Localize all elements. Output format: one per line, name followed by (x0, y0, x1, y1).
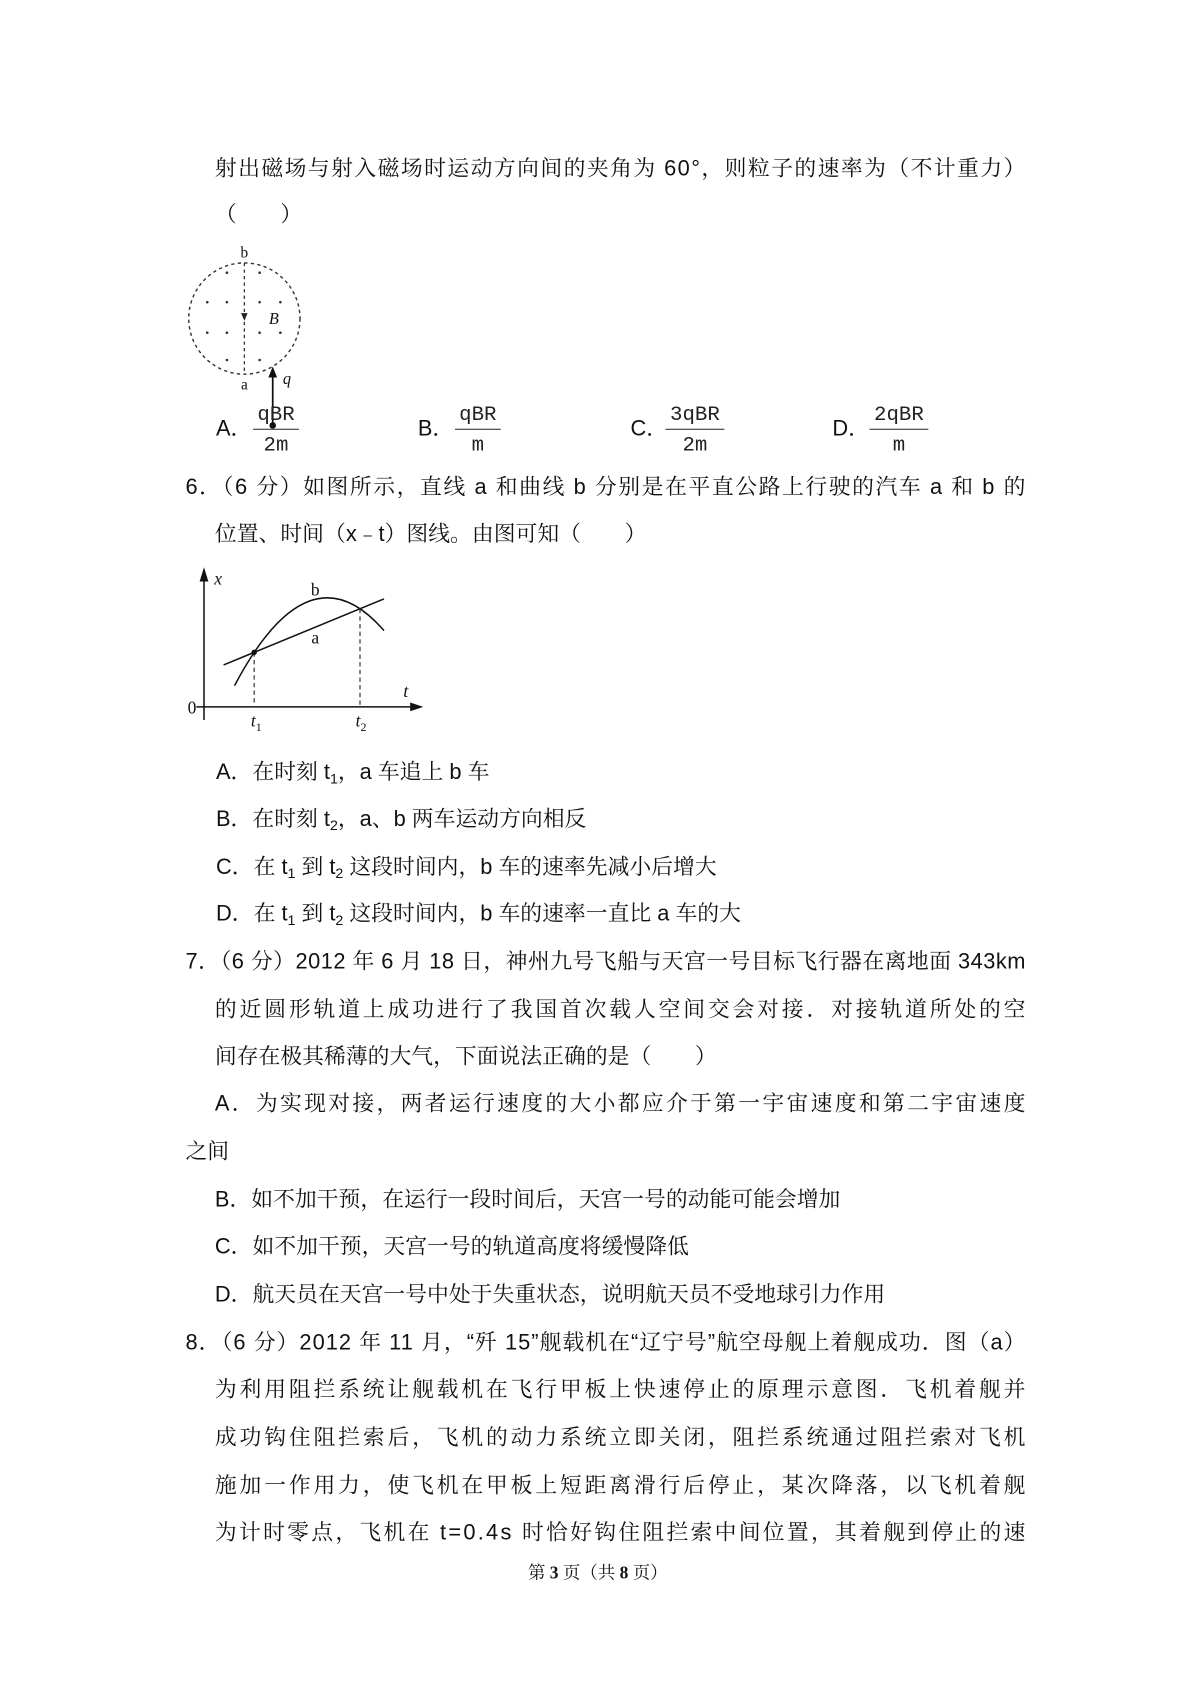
option-text: C．在 t (216, 855, 288, 880)
q5-option-a-denominator: 2m (263, 433, 289, 458)
q5-option-c-numerator: 3qBR (670, 402, 720, 427)
q6-option-a (216, 759, 489, 785)
subscript: 2 (335, 865, 344, 882)
q7-option-b: B．如不加干预，在运行一段时间后，天宫一号的动能可能会增加 (214, 1188, 841, 1212)
option-text: ，a 车追上 b 车 (337, 760, 490, 785)
q7-option-d: D．航天员在天宫一号中处于失重状态，说明航天员不受地球引力作用 (214, 1282, 886, 1307)
footer-text: 第 (527, 1564, 550, 1583)
field-b-label: B (268, 309, 279, 328)
fraction-bar (665, 429, 724, 430)
field-dot (258, 359, 261, 362)
option-text: B．在时刻 t (216, 807, 330, 832)
q5-option-a-letter: A． (216, 416, 253, 441)
subscript: 2 (329, 817, 338, 834)
q5-option-b-fraction (455, 403, 501, 458)
q6-position-time-graph (175, 562, 431, 742)
x-axis-arrowhead (410, 703, 423, 712)
t1-subscript: 1 (255, 719, 262, 734)
q5-stem-line: 射出磁场与射入磁场时运动方向间的夹角为 60°，则粒子的速率为（不计重力） (214, 157, 1027, 182)
field-dot (279, 331, 282, 334)
t1-tick-label (251, 711, 262, 734)
subscript: 1 (287, 865, 296, 882)
field-dot (226, 301, 229, 304)
curve-b-label: b (310, 579, 320, 600)
q5-option-c-fraction (665, 403, 724, 458)
option-text: 这段时间内，b 车的速率先减小后增大 (343, 855, 717, 880)
field-dot (206, 331, 209, 334)
curve-b (235, 598, 384, 686)
q5-option-d-numerator: 2qBR (874, 402, 924, 427)
q5-option-d-fraction (869, 403, 928, 458)
point-a-label: a (240, 376, 248, 394)
subscript: 2 (335, 912, 344, 929)
footer-text: 页（共 (558, 1564, 620, 1583)
q5-option-b-letter: B． (417, 416, 455, 441)
footer-text: 页） (628, 1564, 668, 1583)
t2-symbol: t (355, 710, 361, 731)
y-axis-arrowhead (200, 567, 209, 581)
y-axis-label: x (214, 568, 223, 589)
fraction-bar (455, 429, 501, 430)
page-footer (489, 1561, 707, 1587)
q7-option-a-continued: 之间 (185, 1140, 230, 1164)
field-dot (258, 271, 261, 274)
q5-option-b-numerator: qBR (459, 402, 497, 427)
q5-option-c-letter: C． (630, 416, 669, 441)
q7-stem-line-2: 的近圆形轨道上成功进行了我国首次载人空间交会对接．对接轨道所处的空 (214, 998, 1029, 1023)
field-dot (206, 301, 209, 304)
intersection-point-t1 (251, 650, 256, 655)
option-text: 这段时间内，b 车的速率一直比 a 车的大 (343, 902, 741, 927)
point-b-label: b (240, 244, 249, 262)
q5-answer-blank: （ ） (214, 202, 303, 227)
field-dot (226, 271, 229, 274)
charge-q-label: q (282, 369, 292, 388)
q5-option-b-denominator: m (471, 433, 485, 458)
t2-subscript: 2 (360, 719, 367, 734)
subscript: 1 (329, 770, 338, 787)
q6-stem-line-2: 位置、时间（x﹣t）图线。由图可知（ ） (214, 522, 647, 547)
fraction-bar (869, 429, 928, 430)
q5-option-d-denominator: m (892, 433, 906, 458)
q5-option-d-letter: D． (832, 416, 870, 441)
direction-arrowhead (241, 313, 248, 321)
q6-option-c (216, 854, 717, 880)
option-text: ，a、b 两车运动方向相反 (337, 807, 587, 832)
field-dot (279, 301, 282, 304)
q8-stem-line-5: 为计时零点，飞机在 t=0.4s 时恰好钩住阻拦索中间位置，其着舰到停止的速 (214, 1520, 1028, 1545)
q7-option-a: A．为实现对接，两者运行速度的大小都应介于第一宇宙速度和第二宇宙速度 (214, 1092, 1028, 1116)
option-text: D．在 t (216, 902, 288, 927)
field-dot (258, 331, 261, 334)
t1-symbol: t (250, 710, 256, 731)
q8-stem-line-1: 8．（6 分）2012 年 11 月，“歼 15”舰载机在“辽宁号”航空母舰上着舰成功．图（a） (185, 1330, 1027, 1355)
q6-stem-line-1: 6．（6 分）如图所示，直线 a 和曲线 b 分别是在平直公路上行驶的汽车 a 和 b 的 (185, 475, 1028, 500)
option-text: 到 t (295, 855, 336, 880)
q5-option-a-fraction (253, 403, 299, 458)
field-dot (226, 359, 229, 362)
field-dot (258, 301, 261, 304)
q6-option-d (216, 901, 741, 927)
x-axis-label: t (403, 681, 409, 702)
q7-stem-line-3: 间存在极其稀薄的大气，下面说法正确的是（ ） (214, 1045, 717, 1070)
total-page-count: 8 (619, 1564, 629, 1583)
q6-option-b (216, 806, 586, 832)
line-a-label: a (311, 627, 320, 648)
subscript: 1 (287, 912, 296, 929)
q8-stem-line-4: 施加一作用力，使飞机在甲板上短距离滑行后停止，某次降落，以飞机着舰 (214, 1473, 1029, 1498)
q7-stem-line-1: 7．（6 分）2012 年 6 月 18 日，神州九号飞船与天宫一号目标飞行器在离地面 343km (185, 950, 1026, 975)
option-text: A．在时刻 t (216, 760, 330, 785)
field-dot (226, 331, 229, 334)
current-page-number: 3 (549, 1564, 559, 1583)
option-text: 到 t (295, 902, 336, 927)
q8-stem-line-2: 为利用阻拦系统让舰载机在飞行甲板上快速停止的原理示意图．飞机着舰并 (214, 1377, 1029, 1402)
q5-option-a-numerator: qBR (257, 402, 295, 427)
t2-tick-label (356, 711, 367, 734)
q8-stem-line-3: 成功钩住阻拦索后，飞机的动力系统立即关闭，阻拦系统通过阻拦索对飞机 (214, 1425, 1029, 1450)
q7-option-c: C．如不加干预，天宫一号的轨道高度将缓慢降低 (214, 1234, 689, 1259)
origin-label: 0 (187, 697, 197, 718)
fraction-bar (253, 429, 299, 430)
q5-option-c-denominator: 2m (682, 433, 708, 458)
